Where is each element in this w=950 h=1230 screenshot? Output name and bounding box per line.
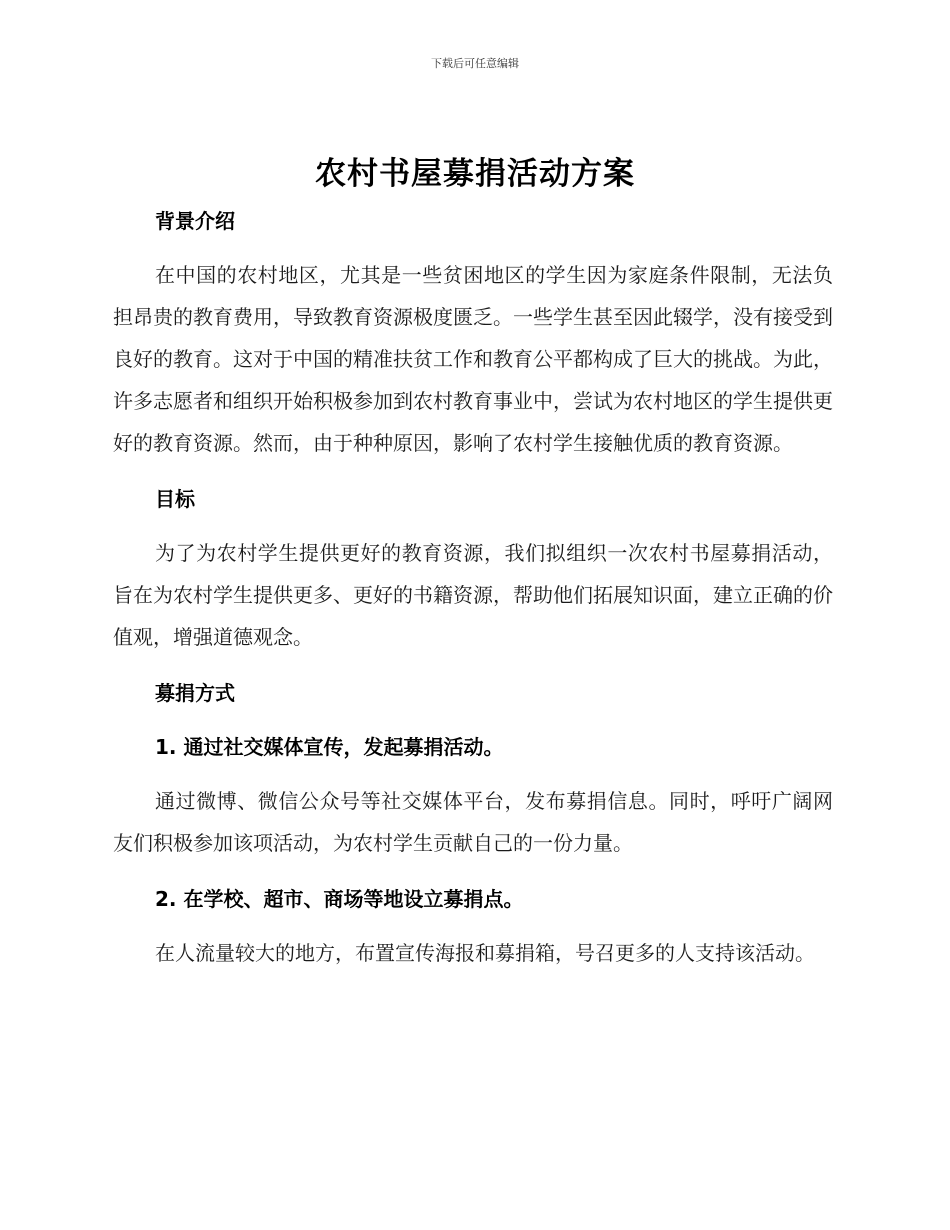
- method-1-heading: 1. 通过社交媒体宣传，发起募捐活动。: [155, 735, 504, 759]
- goal-paragraph: 为了为农村学生提供更好的教育资源，我们拟组织一次农村书屋募捐活动，旨在为农村学生提供更多、更好的书籍资源，帮助他们拓展知识面，建立正确的价值观，增强道德观念。: [113, 541, 833, 649]
- section-heading-goal: 目标: [155, 487, 195, 511]
- section-heading-background: 背景介绍: [155, 209, 235, 233]
- section-heading-methods: 募捐方式: [155, 681, 235, 705]
- method-2-heading: 2. 在学校、超市、商场等地设立募捐点。: [155, 887, 524, 911]
- method-2-paragraph: 在人流量较大的地方，布置宣传海报和募捐箱，号召更多的人支持该活动。: [155, 941, 815, 965]
- method-1-paragraph: 通过微博、微信公众号等社交媒体平台，发布募捐信息。同时，呼吁广阔网友们积极参加该项活动，为农村学生贡献自己的一份力量。: [113, 789, 833, 855]
- background-paragraph: 在中国的农村地区，尤其是一些贫困地区的学生因为家庭条件限制，无法负担昂贵的教育费用，导致教育资源极度匮乏。一些学生甚至因此辍学，没有接受到良好的教育。这对于中国的精准扶贫工作和教育公平都构成了巨大的挑战。为此，许多志愿者和组织开始积极参加到农村教育事业中，尝试为农村地区的学生提供更好的教育资源。然而，由于种种原因，影响了农村学生接触优质的教育资源。: [113, 263, 833, 455]
- header-note: 下载后可任意编辑: [431, 57, 519, 70]
- document-body: [113, 200, 833, 974]
- document-title: 农村书屋募捐活动方案: [315, 156, 635, 192]
